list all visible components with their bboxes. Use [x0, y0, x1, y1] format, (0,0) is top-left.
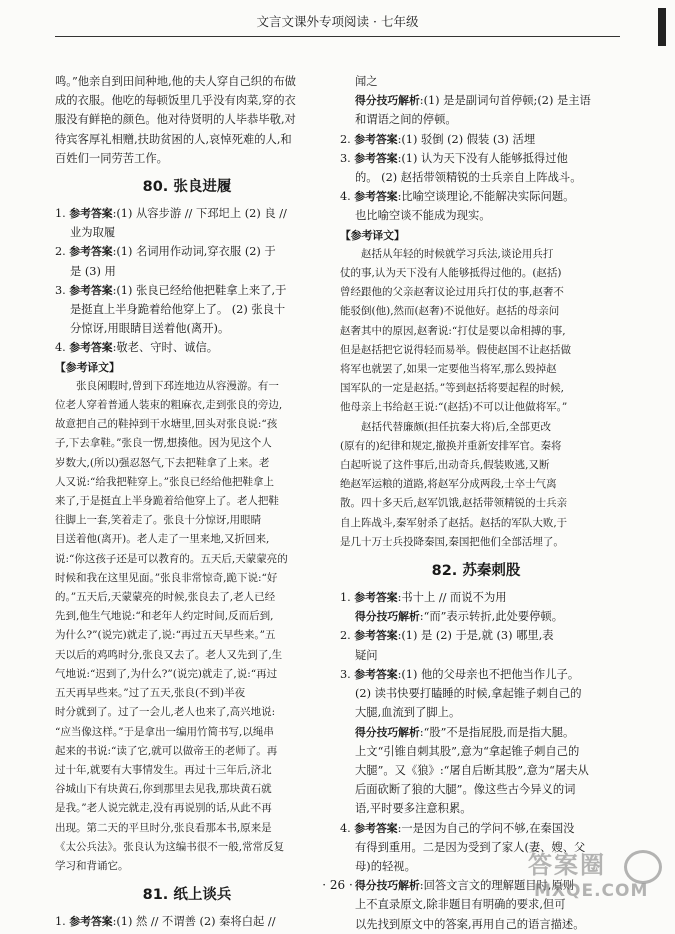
text-line: 绝赵军运粮的道路,将赵军分成两段,士卒士气离	[340, 478, 557, 491]
text-line: 待宾客厚礼相赠,扶助贫困的人,哀悼死难的人,和	[55, 132, 292, 146]
answer-text: 闻之	[355, 75, 378, 88]
text-line: 能驳倒(他),然而(赵奢)不说他好。赵括的母亲问	[340, 305, 560, 318]
text-line: 时候和我在这里见面。”张良非常惊奇,跪下说:“好	[55, 571, 278, 584]
translation-heading: 【参考译文】	[55, 360, 120, 374]
answer-line	[340, 665, 612, 684]
answer-label: 参考答案	[69, 283, 113, 297]
text-line: 是我。”老人说完就走,没有再说别的话,从此不再	[55, 802, 272, 815]
answer-line	[55, 912, 319, 931]
answer-label: 参考答案	[354, 132, 398, 146]
answer-81-2	[340, 130, 612, 149]
left-column	[55, 72, 319, 931]
page-edge-mark	[658, 8, 666, 46]
text-line: 曾经跟他的父亲赵奢议论过用兵打仗的事,赵奢不	[340, 286, 564, 299]
text-line: 子,下去拿鞋。”张良一愣,想揍他。因为见这个人	[55, 437, 272, 450]
answer-text: :(1) 从容步游 // 下邳圯上 (2) 良 //	[112, 207, 287, 221]
tip-line	[340, 91, 612, 110]
tip-label: 得分技巧解析	[355, 725, 420, 739]
text-line: 国军队的一定是赵括。”等到赵括将要起程的时候,	[340, 382, 564, 395]
text-line: (原有的)纪律和规定,撤换并重新安排军官。秦将	[340, 439, 562, 452]
text-line: 谷城山下有块黄石,你到那里去见我,那块黄石就	[55, 783, 272, 796]
text-line: 服没有鲜艳的颜色。他对待贤明的人毕恭毕敬,对	[55, 113, 296, 127]
tip-text: 语,平时要多注意积累。	[355, 802, 472, 816]
answer-label: 参考答案	[69, 207, 113, 221]
answer-text: :比喻空谈理论,不能解决实际问题。	[397, 190, 575, 204]
answer-number: 3.	[340, 151, 351, 165]
section-81-title: 81. 纸上谈兵	[142, 887, 232, 904]
text-line: 往脚上一套,笑着走了。张良十分惊讶,用眼睛	[55, 514, 262, 527]
answer-80-2	[55, 242, 319, 280]
page-number: · 26 ·	[322, 878, 353, 892]
running-header	[55, 8, 620, 37]
text-line: 成的衣服。他吃的每顿饭里几乎没有肉菜,穿的衣	[55, 94, 296, 108]
answer-number: 2.	[340, 629, 351, 643]
text-line: 气地说:“迟到了,为什么?”(说完)就走了,说:“再过	[55, 667, 278, 680]
text-line: 来了,于是挺直上半身跪着给他穿上了。老人把鞋	[55, 495, 279, 508]
text-line: 自上阵战斗,秦军射杀了赵括。赵括的军队大败,于	[340, 516, 568, 529]
answer-line	[340, 588, 612, 607]
answer-line	[340, 149, 612, 168]
text-line: 五天再早些来。”过了五天,张良(不到)半夜	[55, 687, 246, 700]
answer-text: 也比喻空谈不能成为现实。	[355, 209, 491, 223]
answer-line	[55, 281, 319, 300]
text-line: 他母亲上书给赵王说:“(赵括)不可以让他做将军。”	[340, 401, 568, 414]
answer-number: 1.	[340, 591, 351, 605]
answer-text: (2) 读书快要打瞌睡的时候,拿起锥子刺自己的	[355, 687, 582, 701]
answer-number: 4.	[340, 821, 351, 835]
translation-80	[55, 377, 319, 876]
answer-label: 参考答案	[354, 629, 398, 643]
answer-text: 母)的轻视。	[355, 859, 416, 873]
answer-text: 大腿,血流到了脚上。	[355, 706, 461, 720]
answer-line	[340, 130, 612, 149]
watermark-text-top: 答案圈	[528, 851, 606, 879]
answer-80-4	[55, 338, 319, 357]
text-line: 天以后的鸡鸣时分,张良又去了。老人又先到了,生	[55, 648, 283, 661]
answer-line	[55, 204, 319, 223]
answer-text: 的。 (2) 赵括带领精锐的士兵亲自上阵战斗。	[355, 171, 582, 185]
answer-number: 4.	[55, 341, 66, 355]
answer-line	[340, 187, 612, 206]
answer-80-3	[55, 281, 319, 339]
text-line: 百姓们一同劳苦工作。	[55, 151, 168, 165]
answer-label: 参考答案	[354, 190, 398, 204]
answer-text: :(1) 他的父母亲也不把他当作儿子。	[397, 667, 580, 681]
text-line: 的。”五天后,天蒙蒙亮的时候,张良去了,老人已经	[55, 591, 276, 604]
text-line: 过十年,就要有大事情发生。再过十三年后,济北	[55, 763, 272, 776]
answer-line	[55, 338, 319, 357]
tip-text: 大腿”。又《狼》:“屠自后断其股”,意为“屠夫从	[355, 763, 589, 777]
site-watermark	[528, 850, 668, 908]
answer-label: 参考答案	[354, 591, 398, 605]
answer-text: 业为取履	[70, 226, 116, 240]
intro-paragraph	[55, 72, 319, 168]
text-line: 时分就到了。过了一会儿,老人也来了,高兴地说:	[55, 706, 276, 719]
text-line: 故意把自己的鞋掉到干水塘里,回头对张良说:“孩	[55, 418, 278, 431]
tip-text: :(1) 是是副词句首停顿;(2) 是主语	[419, 94, 591, 108]
answer-82-3	[340, 665, 612, 819]
tip-line	[340, 607, 612, 626]
tip-text: :“股”不是指屁股,而是指大腿。	[419, 725, 575, 739]
answer-number: 2.	[55, 245, 66, 259]
text-line: 岁数大,(所以)强忍怒气,下去把鞋拿了上来。老	[55, 456, 270, 469]
tip-text: 和谓语之间的停顿。	[355, 113, 457, 127]
text-line: 散。四十多天后,赵军饥饿,赵括带领精锐的士兵亲	[340, 497, 568, 510]
answer-text: 是 (3) 用	[70, 264, 116, 278]
answer-text: 有得到重用。二是因为受到了家人(妻、嫂、父	[355, 840, 586, 854]
section-82-title: 82. 苏秦刺股	[431, 563, 521, 580]
tip-text: 上不直录原文,除非题目有明确的要求,但可	[355, 898, 566, 912]
text-line: 将军也就罢了,如果一定要他当将军,那么毁掉赵	[340, 363, 557, 376]
watermark-logo-icon	[624, 850, 662, 884]
answer-text: :书十上 // 而说不为用	[397, 591, 507, 605]
text-line: 人又说:“给我把鞋穿上。”张良已经给他把鞋拿上	[55, 475, 275, 488]
text-line: 学习和背诵它。	[55, 859, 129, 872]
answer-text: :(1) 张良已经给他把鞋拿上来了,于	[112, 283, 287, 297]
text-line: 起来的书说:“读了它,就可以做帝王的老师了。再	[55, 744, 278, 757]
answer-text: :一是因为自己的学问不够,在秦国没	[397, 821, 575, 835]
text-line: 《太公兵法》。张良认为这编书很不一般,常常反复	[55, 840, 285, 853]
answer-82-1	[340, 588, 612, 626]
translation-heading: 【参考译文】	[340, 228, 405, 242]
answer-text: 疑问	[355, 648, 378, 662]
text-line: “应当像这样。”于是拿出一编用竹简书写,以绳串	[55, 725, 274, 738]
tip-text: :“而”表示转折,此处要停顿。	[419, 610, 563, 624]
answer-text: :(1) 然 // 不谓善 (2) 秦将白起 //	[112, 915, 276, 929]
answer-label: 参考答案	[69, 341, 113, 355]
answer-text: :(1) 是 (2) 于是,就 (3) 哪里,表	[397, 629, 554, 643]
answer-81-1	[55, 912, 319, 931]
text-line: 先到,他生气地说:“和老年人约定时间,反而后到,	[55, 610, 274, 623]
text-line: 白起听说了这件事后,出动奇兵,假装败逃,又断	[340, 459, 550, 472]
answer-line	[340, 626, 612, 645]
answer-number: 1.	[55, 915, 66, 929]
text-line: 说:“你这孩子还是可以教育的。五天后,天蒙蒙亮的	[55, 552, 288, 565]
section-80-title: 80. 张良进履	[142, 179, 232, 196]
answer-text: 分惊讶,用眼睛目送着他(离开)。	[70, 322, 230, 336]
tip-label: 得分技巧解析	[355, 610, 420, 624]
answer-number: 2.	[340, 132, 351, 146]
answer-label: 参考答案	[354, 667, 398, 681]
text-line: 目送着他(离开)。老人走了一里来地,又折回来,	[55, 533, 270, 546]
tip-text: 上文“引锥自刺其股”,意为“拿起锥子刺自己的	[355, 744, 580, 758]
answer-line	[55, 242, 319, 261]
answer-line	[340, 819, 612, 838]
translation-81	[340, 245, 612, 552]
answer-number: 3.	[340, 667, 351, 681]
text-line: 赵奢其中的原因,赵奢说:“打仗是要以命相搏的事,	[340, 324, 566, 337]
tip-text: 后面砍断了狼的大腿”。像这些古今异义的词	[355, 783, 576, 797]
text-line: 赵括代替廉颇(担任抗秦大将)后,全部更改	[361, 420, 552, 433]
text-line: 但是赵括把它说得轻而易举。假使赵国不让赵括做	[340, 343, 571, 356]
right-column	[340, 72, 612, 934]
answer-label: 参考答案	[69, 915, 113, 929]
answer-81-4	[340, 187, 612, 225]
answer-label: 参考答案	[354, 821, 398, 835]
answer-82-2	[340, 626, 612, 664]
answer-text: :(1) 认为天下没有人能够抵得过他	[397, 151, 568, 165]
tip-text: :回答文言文的理解题目时,原则	[419, 879, 575, 893]
answer-text: :敬老、守时、诚信。	[112, 341, 219, 355]
tip-label: 得分技巧解析	[355, 879, 420, 893]
answer-label: 参考答案	[69, 245, 113, 259]
answer-text: :(1) 驳倒 (2) 假装 (3) 活埋	[397, 132, 536, 146]
tip-text: 以先找到原文中的答案,再用自己的语言描述。	[355, 917, 585, 931]
text-line: 仗的事,认为天下没有人能够抵得过他的。(赵括)	[340, 267, 562, 280]
tip-line	[340, 723, 612, 742]
text-line: 位老人穿着普通人装束的粗麻衣,走到张良的旁边,	[55, 399, 283, 412]
watermark-text-bottom: MXQE.COM	[534, 881, 649, 901]
answer-text: :(1) 名词用作动词,穿衣服 (2) 于	[112, 245, 276, 259]
answer-number: 1.	[55, 207, 66, 221]
answer-81-3	[340, 149, 612, 187]
answer-text: 是挺直上半身跪着给他穿上了。 (2) 张良十	[70, 303, 286, 317]
text-line: 张良闲暇时,曾到下邳连地边从容漫游。有一	[76, 379, 279, 392]
text-line: 鸣。”他亲自到田间种地,他的夫人穿自己织的布做	[55, 75, 296, 88]
text-line: 是几十万士兵投降秦国,秦国把他们全部活埋了。	[340, 535, 564, 548]
text-line: 赵括从年轻的时候就学习兵法,谈论用兵打	[361, 247, 554, 260]
answer-number: 4.	[340, 190, 351, 204]
text-line: 为什么?”(说完)就走了,说:“再过五天早些来。”五	[55, 629, 276, 642]
answer-80-1	[55, 204, 319, 242]
answer-label: 参考答案	[354, 151, 398, 165]
book-title: 文言文课外专项阅读 · 七年级	[256, 14, 419, 29]
text-line: 出现。第二天的平旦时分,张良看那本书,原来是	[55, 821, 272, 834]
tip-label: 得分技巧解析	[355, 94, 420, 108]
answer-number: 3.	[55, 283, 66, 297]
